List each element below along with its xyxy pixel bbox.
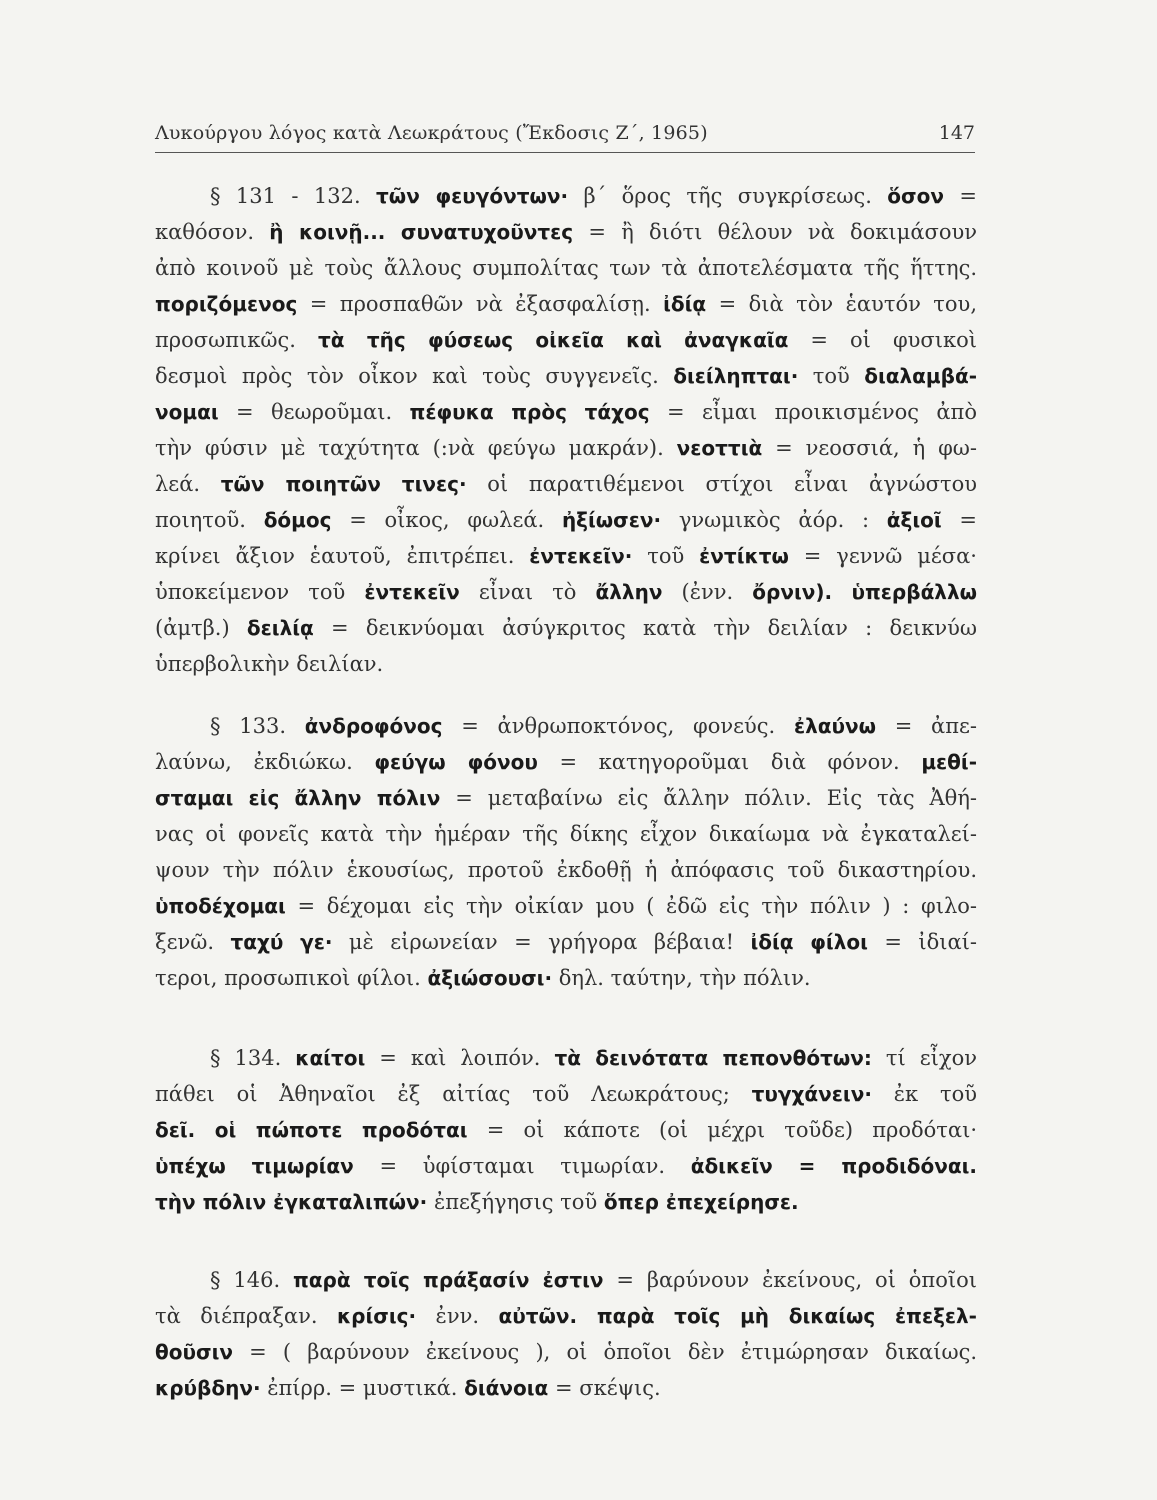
text-line	[155, 214, 977, 250]
text-line	[155, 780, 977, 816]
paragraph-134	[155, 1040, 977, 1220]
lemma-term: ὅσον	[887, 184, 944, 208]
gloss-text: ξενῶ.	[155, 930, 231, 954]
text-line	[155, 466, 977, 502]
running-header	[155, 118, 975, 152]
gloss-text: = ὑφίσταμαι τιμωρίαν.	[353, 1154, 691, 1178]
lemma-term: ποριζόμενος	[155, 292, 298, 316]
gloss-text: = καὶ λοιπόν.	[365, 1046, 555, 1070]
gloss-text: ψουν τὴν πόλιν ἑκουσίως, προτοῦ ἐκδοθῇ ἡ ἀπόφασις τοῦ δικαστηρίου.	[155, 858, 977, 882]
lemma-term: ἐντεκεῖν	[364, 580, 460, 604]
lemma-term: αὐτῶν. παρὰ τοῖς μὴ δικαίως ἐπεξελ-	[498, 1304, 977, 1328]
text-line	[155, 1112, 977, 1148]
lemma-term: κρίσις·	[336, 1304, 417, 1328]
lemma-term: μεθί-	[921, 750, 977, 774]
gloss-text: = οἱ κάποτε (οἱ μέχρι τοῦδε) προδόται·	[467, 1118, 977, 1142]
text-line	[155, 744, 977, 780]
gloss-text: ὑπερβολικὴν δειλίαν.	[155, 652, 384, 676]
gloss-text: β΄ ὅρος τῆς συγκρίσεως.	[568, 184, 888, 208]
gloss-text: = διὰ τὸν ἑαυτόν του,	[706, 292, 977, 316]
gloss-text: (ἀμτβ.)	[155, 616, 247, 640]
lemma-term: καίτοι	[295, 1046, 366, 1070]
lemma-term: θοῦσιν	[155, 1340, 233, 1364]
gloss-text: ἐνν.	[416, 1304, 499, 1328]
lemma-term: ταχύ γε·	[230, 930, 333, 954]
gloss-text: = σκέψις.	[548, 1376, 661, 1400]
lemma-term: ἀξιώσουσι·	[427, 966, 553, 990]
text-line	[155, 1298, 977, 1334]
lemma-term: κρύβδην·	[155, 1376, 261, 1400]
text-line	[155, 708, 977, 744]
lemma-term: ἐντεκεῖν·	[529, 544, 633, 568]
text-line	[155, 502, 977, 538]
text-line	[155, 646, 977, 682]
text-line	[155, 1334, 977, 1370]
gloss-text: μὲ εἰρωνείαν = γρήγορα βέβαια!	[332, 930, 751, 954]
lemma-term: ἢ κοινῇ... συνατυχοῦντες	[269, 220, 574, 244]
gloss-text: = θεωροῦμαι.	[218, 400, 410, 424]
gloss-text: = ἀπε-	[875, 714, 977, 738]
gloss-text: καθόσον.	[155, 220, 270, 244]
gloss-text: = βαρύνουν ἐκείνους, οἱ ὁποῖοι	[603, 1268, 977, 1292]
gloss-text: = ἢ διότι θέλουν νὰ δοκιμάσουν	[573, 220, 977, 244]
gloss-text: εἶναι τὸ	[459, 580, 596, 604]
lemma-term: ἰδίᾳ	[663, 292, 707, 316]
gloss-text: = νεοσσιά, ἡ φω-	[762, 436, 977, 460]
gloss-text: = οἱ φυσικοὶ	[788, 328, 977, 352]
text-line	[155, 358, 977, 394]
lemma-term: ὅπερ ἐπεχείρησε.	[603, 1190, 799, 1214]
header-rule	[155, 152, 975, 153]
lemma-term: τὰ τῆς φύσεως οἰκεῖα καὶ ἀναγκαῖα	[318, 328, 789, 352]
gloss-text: = ( βαρύνουν ἐκείνους ), οἱ ὁποῖοι δὲν ἐτιμώρησαν δικαίως.	[232, 1340, 977, 1364]
gloss-text: προσωπικῶς.	[155, 328, 318, 352]
lemma-term: διάνοια	[464, 1376, 549, 1400]
text-line	[155, 1148, 977, 1184]
lemma-term: διείληπται·	[673, 364, 799, 388]
text-line	[155, 538, 977, 574]
text-line	[155, 574, 977, 610]
lemma-term: ὑποδέχομαι	[155, 894, 286, 918]
text-line	[155, 1184, 977, 1220]
text-line	[155, 1076, 977, 1112]
gloss-text: πάθει οἱ Ἀθηναῖοι ἐξ αἰτίας τοῦ Λεωκράτους;	[155, 1082, 752, 1106]
lemma-term: ἀδικεῖν = προδιδόναι.	[690, 1154, 977, 1178]
gloss-text: τὰ διέπραξαν.	[155, 1304, 337, 1328]
lemma-term: νεοττιὰ	[676, 436, 763, 460]
lemma-term: δεῖ. οἱ πώποτε προδόται	[155, 1118, 468, 1142]
gloss-text: (ἐνν.	[662, 580, 753, 604]
gloss-text: = δεικνύομαι ἀσύγκριτος κατὰ τὴν δειλίαν : δεικνύω	[313, 616, 977, 640]
gloss-text: = ἀνθρωποκτόνος, φονεύς.	[442, 714, 794, 738]
lemma-term: τὰ δεινότατα πεπονθότων:	[554, 1046, 872, 1070]
text-line	[155, 250, 977, 286]
lemma-term: ἐντίκτω	[699, 544, 789, 568]
text-line	[155, 394, 977, 430]
gloss-text: τί εἶχον	[871, 1046, 977, 1070]
lemma-term: τὴν πόλιν ἐγκαταλιπών·	[155, 1190, 428, 1214]
text-line	[155, 888, 977, 924]
text-line	[155, 1262, 977, 1298]
gloss-text: ὑποκείμενον τοῦ	[155, 580, 365, 604]
lemma-term: σταμαι εἰς ἄλλην πόλιν	[155, 786, 441, 810]
lemma-term: ὑπέχω τιμωρίαν	[155, 1154, 354, 1178]
gloss-text: =	[941, 508, 977, 532]
text-line	[155, 816, 977, 852]
lemma-term: ἐλαύνω	[793, 714, 876, 738]
text-line	[155, 610, 977, 646]
gloss-text: § 134.	[210, 1046, 296, 1070]
gloss-text: ἐκ τοῦ	[871, 1082, 977, 1106]
lemma-term: ἄλλην	[595, 580, 663, 604]
lemma-term: ἰδίᾳ φίλοι	[750, 930, 868, 954]
lemma-term: ἠξίωσεν·	[561, 508, 662, 532]
gloss-text: § 131 - 132.	[210, 184, 377, 208]
gloss-text: § 146.	[210, 1268, 293, 1292]
lemma-term: ἀνδροφόνος	[304, 714, 443, 738]
gloss-text: = δέχομαι εἰς τὴν οἰκίαν μου ( ἐδῶ εἰς τὴν πόλιν ) : φιλο-	[285, 894, 977, 918]
lemma-term: τυγχάνειν·	[751, 1082, 872, 1106]
gloss-text: § 133.	[210, 714, 305, 738]
gloss-text: λεά.	[155, 472, 221, 496]
gloss-text: ἐπεξήγησις τοῦ	[427, 1190, 604, 1214]
gloss-text: ποιητοῦ.	[155, 508, 264, 532]
lemma-term: φεύγω φόνου	[374, 750, 538, 774]
gloss-text: γνωμικὸς ἀόρ. :	[661, 508, 887, 532]
lemma-term: διαλαμβά-	[864, 364, 977, 388]
gloss-text: = εἶμαι προικισμένος ἀπὸ	[649, 400, 977, 424]
text-line	[155, 178, 977, 214]
text-line	[155, 322, 977, 358]
gloss-text: ἐπίρρ. = μυστικά.	[260, 1376, 465, 1400]
gloss-text: δεσμοὶ πρὸς τὸν οἶκον καὶ τοὺς συγγενεῖς.	[155, 364, 674, 388]
page-number: 147	[938, 122, 975, 144]
lemma-term: παρὰ τοῖς πράξασίν ἐστιν	[292, 1268, 604, 1292]
lemma-term: δειλίᾳ	[246, 616, 314, 640]
text-line	[155, 960, 977, 996]
text-line	[155, 1370, 977, 1406]
lemma-term: νομαι	[155, 400, 219, 424]
gloss-text: τοῦ	[632, 544, 700, 568]
gloss-text: λαύνω, ἐκδιώκω.	[155, 750, 375, 774]
gloss-text: οἱ παρατιθέμενοι στίχοι εἶναι ἀγνώστου	[466, 472, 977, 496]
paragraph-133	[155, 708, 977, 996]
lemma-term: τῶν φευγόντων·	[376, 184, 569, 208]
gloss-text: =	[943, 184, 977, 208]
text-line	[155, 1040, 977, 1076]
header-title: Λυκούργου λόγος κατὰ Λεωκράτους (Ἔκδοσις Ζ΄, 1965)	[155, 122, 708, 144]
lemma-term: δόμος	[263, 508, 332, 532]
gloss-text: τοῦ	[798, 364, 865, 388]
gloss-text: ἀπὸ κοινοῦ μὲ τοὺς ἄλλους συμπολίτας των τὰ ἀποτελέσματα τῆς ἥττης.	[155, 256, 977, 280]
gloss-text: = γεννῶ μέσα·	[788, 544, 977, 568]
gloss-text: = μεταβαίνω εἰς ἄλλην πόλιν. Εἰς τὰς Ἀθή-	[440, 786, 977, 810]
gloss-text: νας οἱ φονεῖς κατὰ τὴν ἡμέραν τῆς δίκης εἶχον δικαίωμα νὰ ἐγκαταλεί-	[155, 822, 977, 846]
text-line	[155, 924, 977, 960]
text-line	[155, 852, 977, 888]
lemma-term: ἀξιοῖ	[886, 508, 942, 532]
lemma-term: ὄρνιν). ὑπερβάλλω	[752, 580, 977, 604]
gloss-text: = οἶκος, φωλεά.	[331, 508, 562, 532]
gloss-text: = προσπαθῶν νὰ ἐξασφαλίσῃ.	[297, 292, 664, 316]
gloss-text: τεροι, προσωπικοὶ φίλοι.	[155, 966, 428, 990]
paragraph-131-132	[155, 178, 977, 682]
gloss-text: κρίνει ἄξιον ἑαυτοῦ, ἐπιτρέπει.	[155, 544, 530, 568]
gloss-text: = κατηγοροῦμαι διὰ φόνον.	[537, 750, 922, 774]
text-line	[155, 286, 977, 322]
paragraph-146	[155, 1262, 977, 1406]
gloss-text: τὴν φύσιν μὲ ταχύτητα (:νὰ φεύγω μακράν).	[155, 436, 677, 460]
text-line	[155, 430, 977, 466]
gloss-text: = ἰδιαί-	[867, 930, 977, 954]
lemma-term: τῶν ποιητῶν τινες·	[220, 472, 467, 496]
lemma-term: πέφυκα πρὸς τάχος	[409, 400, 650, 424]
gloss-text: δηλ. ταύτην, τὴν πόλιν.	[552, 966, 811, 990]
